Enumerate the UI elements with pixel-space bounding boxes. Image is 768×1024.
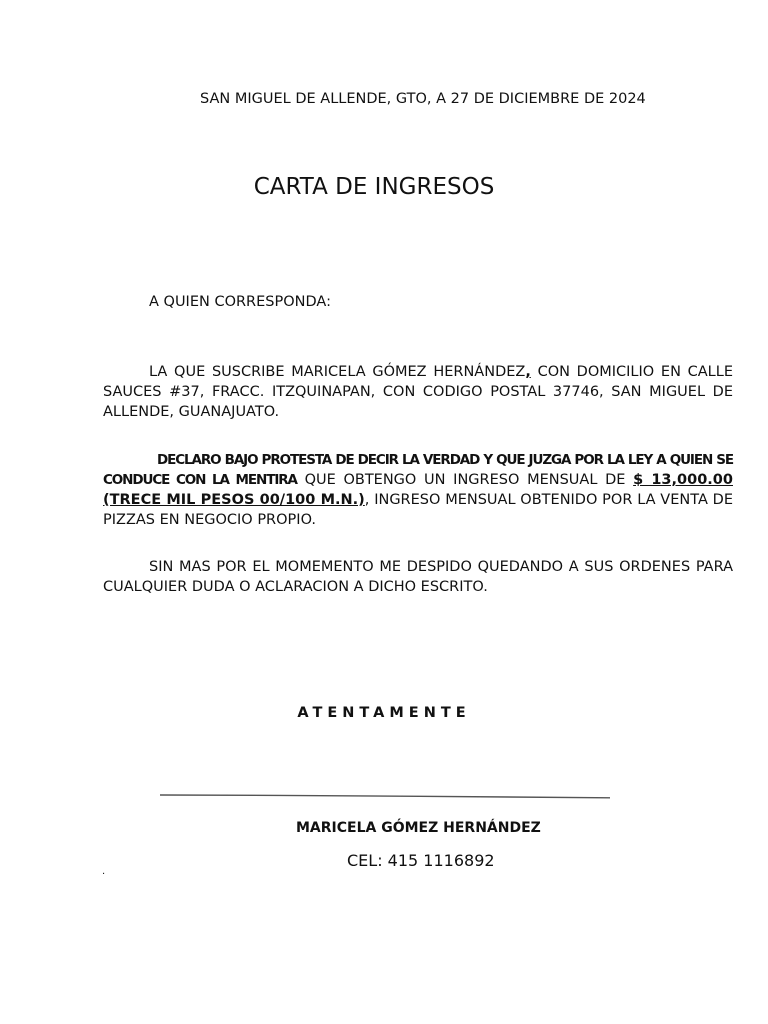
farewell-text: SIN MAS POR EL MOMEMENTO ME DESPIDO QUEDANDO A SUS ORDENES PARA CUALQUIER DUDA O ACLARACION A DICHO ESCRITO. — [103, 559, 733, 595]
identity-text-end: CON DOMICILIO EN CALLE SAUCES #37, FRACC. ITZQUINAPAN, CON CODIGO POSTAL 37746, SAN MIGUEL DE ALLENDE, GUANAJUATO. — [103, 364, 733, 420]
identity-comma: , — [525, 364, 531, 380]
signer-name: MARICELA GÓMEZ HERNÁNDEZ — [296, 820, 541, 836]
income-source: , INGRESO MENSUAL OBTENIDO POR LA VENTA DE PIZZAS EN NEGOCIO PROPIO. — [103, 492, 733, 528]
identity-text-start: LA QUE SUSCRIBE MARICELA GÓMEZ HERNÁNDEZ — [149, 364, 526, 380]
income-amount: $ 13,000.00 (TRECE MIL PESOS 00/100 M.N.) — [103, 472, 733, 508]
paragraph-income — [103, 450, 733, 530]
paragraph-farewell — [103, 557, 733, 597]
signer-phone: CEL: 415 1116892 — [347, 851, 495, 870]
stray-mark: . — [102, 866, 106, 877]
signature-line — [160, 793, 610, 799]
paragraph-identity — [103, 362, 733, 422]
salutation: A QUIEN CORRESPONDA: — [149, 294, 331, 310]
income-statement: QUE OBTENGO UN INGRESO MENSUAL DE — [296, 472, 634, 488]
closing-word: ATENTAMENTE — [297, 705, 471, 721]
sworn-declaration: DECLARO BAJO PROTESTA DE DECIR LA VERDAD Y QUE JUZGA POR LA LEY A QUIEN SE CONDUCE CON LA MENTIRA — [103, 452, 733, 488]
document-title: CARTA DE INGRESOS — [253, 174, 495, 200]
date-line: SAN MIGUEL DE ALLENDE, GTO, A 27 DE DICIEMBRE DE 2024 — [200, 91, 646, 107]
